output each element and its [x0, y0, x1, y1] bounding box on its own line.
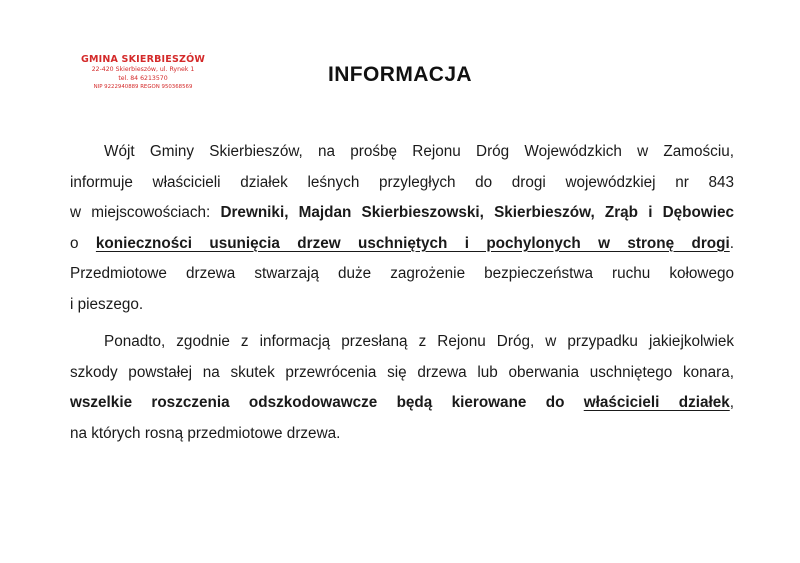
- p1-line-2: informuje właścicieli działek leśnych przyległych do drogi wojewódzkiej nr 843: [70, 173, 734, 191]
- p2-line-1: Ponadto, zgodnie z informacją przesłaną z Rejonu Dróg, w przypadku jakiejkolwiek: [104, 333, 734, 350]
- paragraph-2: [70, 327, 734, 449]
- claims-statement: wszelkie roszczenia odszkodowawcze będą kierowane do: [70, 394, 565, 411]
- p2-line-3: [70, 388, 734, 419]
- plot-owners: właścicieli działek: [583, 394, 730, 411]
- stamp-name: GMINA SKIERBIESZÓW: [80, 54, 206, 65]
- p1-line-3-prefix: w miejscowościach:: [70, 204, 211, 221]
- p2-line-4: na których rosną przedmiotowe drzewa.: [70, 424, 341, 442]
- p1-line-3: [70, 198, 734, 229]
- stamp-address: 22-420 Skierbieszów, ul. Rynek 1: [91, 66, 195, 73]
- stamp-ids: NIP 9222940889 REGON 950368569: [93, 84, 193, 90]
- p1-line-4: [70, 229, 734, 260]
- villages-list: Drewniki, Majdan Skierbieszowski, Skierbieszów, Zrąb i Dębowiec: [220, 204, 735, 221]
- p1-line-6: i pieszego.: [70, 295, 144, 313]
- p1-line-5: Przedmiotowe drzewa stwarzają duże zagrożenie bezpieczeństwa ruchu kołowego: [70, 265, 734, 282]
- p2-line-3-comma: ,: [729, 394, 734, 411]
- p1-line-4-period: .: [729, 234, 734, 252]
- tree-removal-notice: konieczności usunięcia drzew uschniętych i pochylonych w stronę drogi: [95, 234, 730, 252]
- p2-line-2: szkody powstałej na skutek przewrócenia się drzewa lub oberwania uschniętego konara,: [70, 363, 734, 381]
- p1-line-1: Wójt Gminy Skierbieszów, na prośbę Rejonu Dróg Wojewódzkich w Zamościu,: [104, 143, 734, 160]
- paragraph-1: [70, 137, 734, 320]
- stamp-phone: tel. 84 6213570: [118, 75, 168, 82]
- document-title: INFORMACJA: [328, 63, 472, 86]
- p1-line-4-prefix: o: [70, 234, 79, 252]
